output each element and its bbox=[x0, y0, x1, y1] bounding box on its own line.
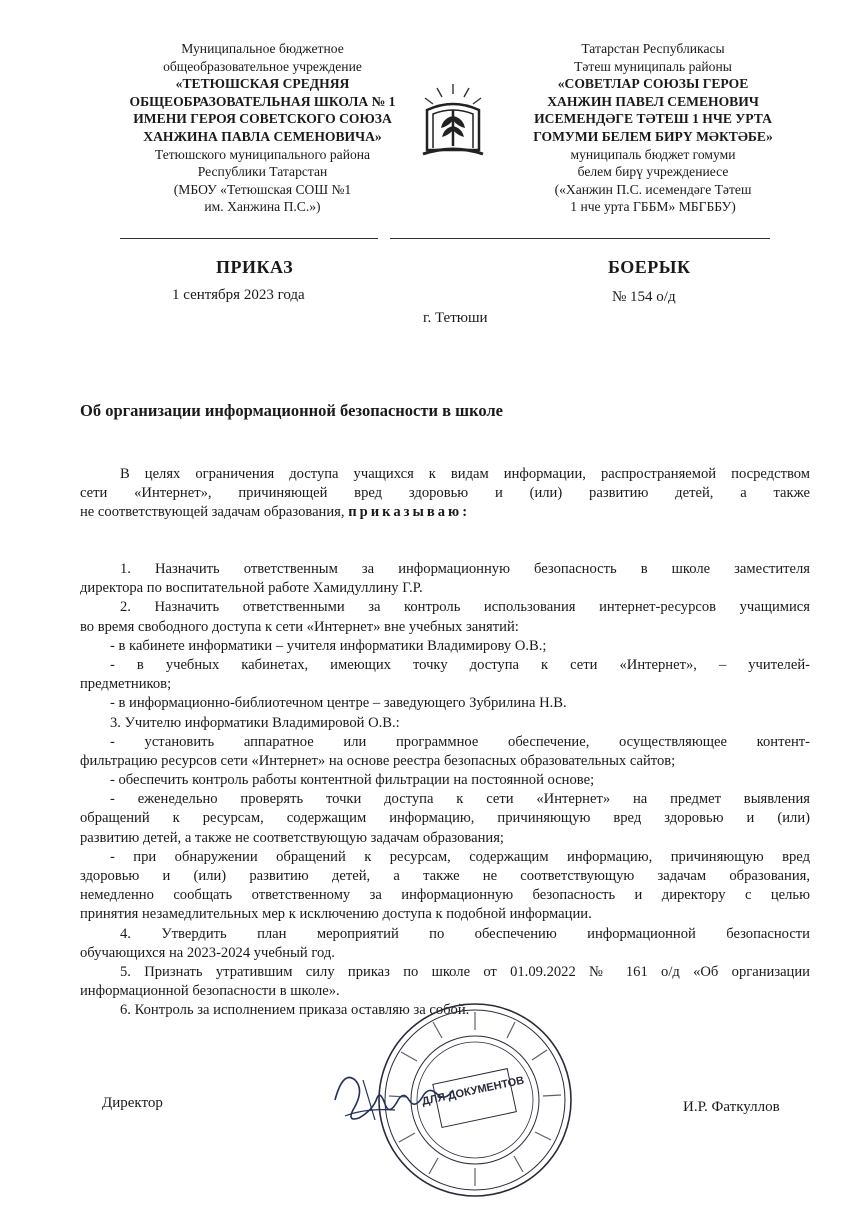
body-line: обращений к ресурсам, содержащим информацию, причиняющую вред здоровью и (или) bbox=[80, 810, 810, 827]
order-body bbox=[80, 560, 810, 1021]
order-subject: Об организации информационной безопасности в школе bbox=[80, 401, 503, 420]
body-line: - при обнаружении обращений к ресурсам, содержащим информацию, причиняющую вред bbox=[110, 848, 810, 865]
command-word: приказываю: bbox=[348, 504, 471, 521]
body-line: - установить аппаратное или программное обеспечение, осуществляющее контент- bbox=[110, 733, 810, 750]
body-line: 5. Признать утратившим силу приказ по школе от 01.09.2022 № 161 о/д «Об организации bbox=[120, 963, 810, 980]
body-line: фильтрацию ресурсов сети «Интернет» на основе реестра безопасных образовательных сайтов; bbox=[80, 752, 676, 769]
body-line: информационной безопасности в школе». bbox=[80, 983, 340, 1000]
body-line: во время свободного доступа к сети «Интернет» вне учебных занятий: bbox=[80, 618, 519, 635]
header-right-line: Тәтеш муниципаль районы bbox=[574, 58, 732, 74]
body-line: - в кабинете информатики – учителя информатики Владимирову О.В.; bbox=[110, 637, 547, 654]
preamble-line bbox=[80, 503, 810, 522]
school-emblem-icon bbox=[413, 80, 493, 160]
body-line: обучающихся на 2023-2024 учебный год. bbox=[80, 944, 335, 961]
body-line: 3. Учителю информатики Владимировой О.В.: bbox=[110, 714, 400, 731]
preamble bbox=[80, 465, 810, 523]
body-line: - в учебных кабинетах, имеющих точку доступа к сети «Интернет», – учителей- bbox=[110, 656, 810, 673]
header-left-line: им. Ханжина П.С.») bbox=[204, 199, 321, 215]
header-right-line: 1 нче урта ГББМ» МБГББУ) bbox=[570, 199, 736, 215]
header-left-line: ИМЕНИ ГЕРОЯ СОВЕТСКОГО СОЮЗА bbox=[133, 111, 392, 127]
header-left-line: Муниципальное бюджетное bbox=[181, 41, 344, 56]
header-right-line: ИСЕМЕНДӘГЕ ТӘТЕШ 1 НЧЕ УРТА bbox=[534, 111, 772, 127]
body-line: - в информационно-библиотечном центре – заведующего Зубрилина Н.В. bbox=[110, 695, 567, 712]
preamble-line: сети «Интернет», причиняющей вред здоровью и (или) развитию детей, а также bbox=[80, 485, 810, 502]
header-divider-right bbox=[390, 238, 770, 239]
header-left-line: «ТЕТЮШСКАЯ СРЕДНЯЯ bbox=[175, 76, 350, 92]
header-right-line: («Ханжин П.С. исемендәге Тәтеш bbox=[554, 181, 752, 197]
stamp-label: ДЛЯ ДОКУМЕНТОВ bbox=[420, 1074, 526, 1108]
header-right-line: белем бирү учреждениесе bbox=[577, 164, 729, 180]
header-left bbox=[105, 40, 420, 216]
preamble-line: В целях ограничения доступа учащихся к видам информации, распространяемой посредством bbox=[120, 466, 810, 482]
header-left-line: (МБОУ «Тетюшская СОШ №1 bbox=[173, 181, 352, 197]
order-city: г. Тетюши bbox=[423, 310, 488, 326]
header-right-line: Татарстан Республикасы bbox=[581, 41, 725, 56]
order-title-tt: БОЕРЫК bbox=[608, 257, 691, 277]
header-left-line: ОБЩЕОБРАЗОВАТЕЛЬНАЯ ШКОЛА № 1 bbox=[129, 93, 396, 109]
header-right-line: «СОВЕТЛАР СОЮЗЫ ГЕРОЕ bbox=[557, 76, 749, 92]
order-title-ru: ПРИКАЗ bbox=[216, 257, 294, 277]
body-line: предметников; bbox=[80, 676, 172, 693]
header-right-line: муниципаль бюджет гомуми bbox=[570, 146, 736, 162]
body-line: - обеспечить контроль работы контентной фильтрации на постоянной основе; bbox=[110, 772, 595, 789]
header-left-line: общеобразовательное учреждение bbox=[163, 58, 362, 74]
preamble-line-text: не соответствующей задачам образования, bbox=[80, 504, 345, 521]
body-line: развитию детей, а также не соответствующую задачам образования; bbox=[80, 829, 504, 846]
director-name: И.Р. Фаткуллов bbox=[683, 1099, 780, 1115]
body-line: директора по воспитательной работе Хамидуллину Г.Р. bbox=[80, 580, 423, 597]
header-left-line: Республики Татарстан bbox=[197, 164, 328, 180]
header-right-line: ХАНЖИН ПАВЕЛ СЕМЕНОВИЧ bbox=[547, 93, 759, 109]
body-line: 4. Утвердить план мероприятий по обеспечению информационной безопасности bbox=[120, 925, 810, 942]
body-line: - еженедельно проверять точки доступа к сети «Интернет» на предмет выявления bbox=[110, 791, 810, 808]
header-right-line: ГОМУМИ БЕЛЕМ БИРҮ МӘКТӘБЕ» bbox=[533, 128, 773, 144]
body-line: 6. Контроль за исполнением приказа оставляю за собой. bbox=[120, 1002, 470, 1019]
body-line: 2. Назначить ответственными за контроль использования интернет-ресурсов учащимися bbox=[120, 599, 810, 616]
header-divider-left bbox=[120, 238, 378, 239]
director-position: Директор bbox=[102, 1095, 163, 1111]
order-date: 1 сентября 2023 года bbox=[172, 287, 305, 303]
header-right bbox=[508, 40, 798, 216]
signature bbox=[325, 1060, 460, 1140]
order-number: № 154 о/д bbox=[612, 289, 676, 305]
body-line: здоровью и (или) развитию детей, а также не соответствующую задачам образования, bbox=[80, 868, 810, 884]
header-left-line: ХАНЖИНА ПАВЛА СЕМЕНОВИЧА» bbox=[143, 128, 382, 144]
body-line: немедленно сообщать ответственному за информационную безопасность и директору с целью bbox=[80, 887, 810, 904]
body-line: 1. Назначить ответственным за информационную безопасность в школе заместителя bbox=[120, 561, 810, 577]
header-left-line: Тетюшского муниципального района bbox=[154, 146, 371, 162]
body-line: принятия незамедлительных мер к исключению доступа к подобной информации. bbox=[80, 906, 592, 923]
